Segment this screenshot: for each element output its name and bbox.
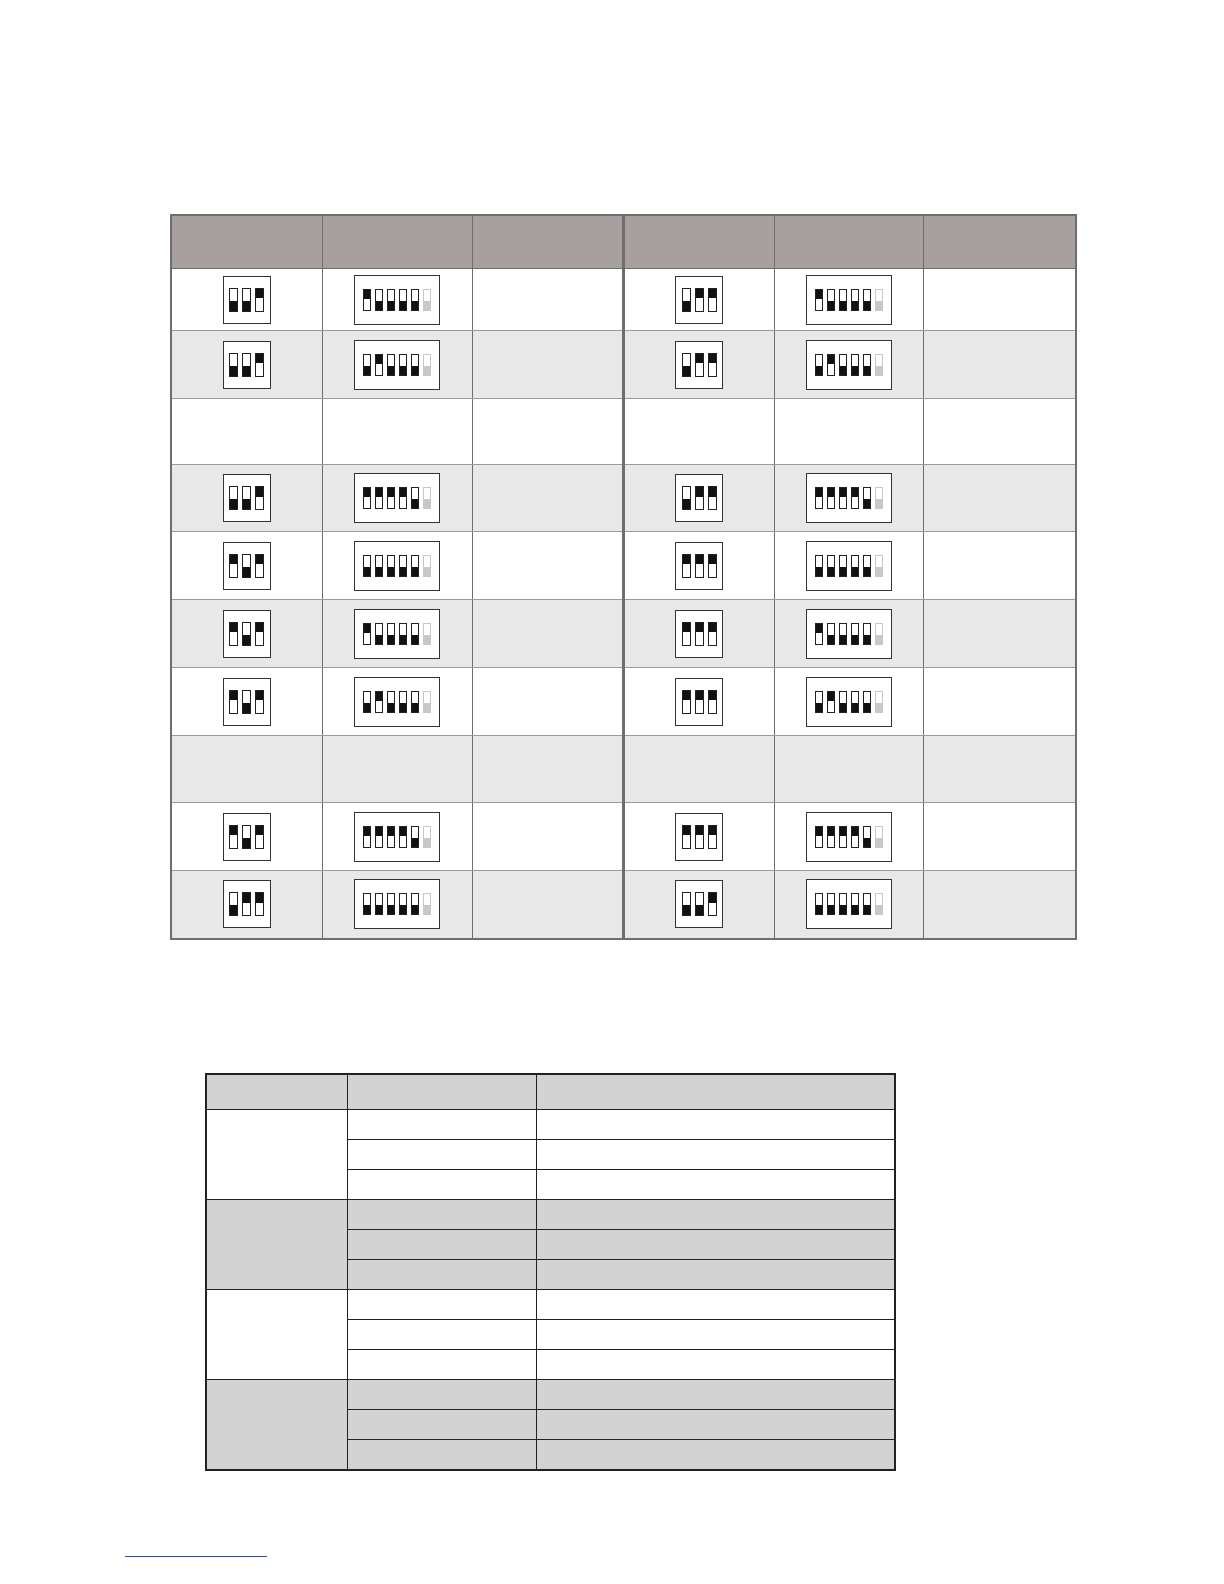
- switch-lever: [255, 554, 264, 578]
- switch-lever: [815, 555, 823, 577]
- table-cell: [774, 269, 923, 331]
- group-cell: [206, 1200, 347, 1290]
- table-cell: [923, 803, 1076, 871]
- settings-table-header: [206, 1074, 895, 1110]
- dip-switch-6pos: [354, 879, 440, 929]
- switch-lever-disabled: [875, 691, 883, 713]
- switch-lever-disabled: [423, 555, 431, 577]
- switch-lever: [708, 622, 717, 646]
- dip-switch-6pos: [354, 541, 440, 591]
- switch-lever: [242, 288, 251, 312]
- table-cell: [536, 1440, 895, 1471]
- switch-lever: [839, 893, 847, 915]
- switch-lever: [695, 353, 704, 377]
- table-cell: [774, 803, 923, 871]
- switch-lever: [815, 289, 823, 311]
- table-row: [171, 600, 1076, 668]
- table-cell: [347, 1320, 536, 1350]
- table-row: [171, 668, 1076, 736]
- switch-lever-disabled: [423, 354, 431, 376]
- switch-lever: [708, 353, 717, 377]
- switch-lever: [363, 555, 371, 577]
- dip-switch-6pos: [354, 677, 440, 727]
- dip-switch-6pos: [806, 677, 892, 727]
- table-cell: [472, 465, 623, 532]
- table-row: [171, 269, 1076, 331]
- switch-lever-disabled: [875, 893, 883, 915]
- switch-lever: [363, 354, 371, 376]
- switch-lever: [815, 623, 823, 645]
- switch-lever: [242, 622, 251, 646]
- table-cell: [472, 803, 623, 871]
- switch-lever: [375, 826, 383, 848]
- switch-lever: [815, 826, 823, 848]
- table-cell: [774, 668, 923, 736]
- dip-switch-6pos: [354, 609, 440, 659]
- switch-lever: [708, 486, 717, 510]
- switch-lever-disabled: [875, 826, 883, 848]
- switch-lever: [255, 353, 264, 377]
- switch-lever: [851, 623, 859, 645]
- switch-lever: [863, 893, 871, 915]
- switch-lever: [242, 690, 251, 714]
- footer-link-underline[interactable]: [125, 1556, 267, 1557]
- dip-switch-6pos: [354, 340, 440, 390]
- switch-lever: [682, 288, 691, 312]
- dip-switch-6pos: [354, 275, 440, 325]
- switch-lever: [708, 554, 717, 578]
- switch-lever-disabled: [875, 555, 883, 577]
- table-cell: [171, 736, 322, 803]
- switch-lever: [399, 623, 407, 645]
- switch-lever-disabled: [423, 487, 431, 509]
- switch-lever: [363, 289, 371, 311]
- switch-lever: [229, 288, 238, 312]
- table-cell: [774, 532, 923, 600]
- switch-lever: [863, 354, 871, 376]
- switch-lever-disabled: [423, 893, 431, 915]
- switch-lever: [827, 826, 835, 848]
- switch-lever: [255, 690, 264, 714]
- switch-lever: [255, 892, 264, 916]
- switch-lever: [375, 623, 383, 645]
- switch-lever: [827, 691, 835, 713]
- switch-lever: [851, 826, 859, 848]
- table-cell: [536, 1140, 895, 1170]
- switch-lever: [851, 354, 859, 376]
- dip-switch-6pos: [806, 812, 892, 862]
- dip-switch-3pos: [223, 341, 271, 389]
- table-cell: [472, 736, 623, 803]
- table-cell: [923, 668, 1076, 736]
- switch-lever: [695, 288, 704, 312]
- switch-lever: [363, 893, 371, 915]
- table-cell: [171, 871, 322, 939]
- table-cell: [774, 600, 923, 668]
- switch-lever: [363, 826, 371, 848]
- switch-lever: [399, 289, 407, 311]
- switch-lever: [708, 690, 717, 714]
- switch-lever: [229, 892, 238, 916]
- switch-lever: [863, 691, 871, 713]
- switch-lever: [387, 623, 395, 645]
- table-cell: [472, 871, 623, 939]
- dip-switch-6pos: [806, 473, 892, 523]
- switch-lever: [708, 825, 717, 849]
- switch-lever: [229, 486, 238, 510]
- table-row: [171, 736, 1076, 803]
- switch-lever: [839, 354, 847, 376]
- table-cell: [536, 1410, 895, 1440]
- table-cell: [623, 803, 774, 871]
- switch-lever: [387, 893, 395, 915]
- table-cell: [322, 668, 472, 736]
- table-cell: [347, 1350, 536, 1380]
- switch-lever: [682, 825, 691, 849]
- table-cell: [472, 668, 623, 736]
- switch-lever: [411, 487, 419, 509]
- switch-lever: [399, 555, 407, 577]
- switch-lever: [399, 826, 407, 848]
- switch-lever: [411, 623, 419, 645]
- switch-lever: [229, 690, 238, 714]
- switch-lever: [411, 691, 419, 713]
- switch-lever: [682, 690, 691, 714]
- switch-lever: [363, 691, 371, 713]
- switch-lever: [839, 487, 847, 509]
- switch-lever: [863, 487, 871, 509]
- table-row: [206, 1290, 895, 1320]
- switch-lever: [411, 289, 419, 311]
- table-cell: [774, 399, 923, 465]
- switch-lever: [863, 289, 871, 311]
- group-cell: [206, 1110, 347, 1200]
- table-cell: [472, 532, 623, 600]
- table-cell: [171, 600, 322, 668]
- switch-lever: [399, 893, 407, 915]
- dip-switch-6pos: [806, 340, 892, 390]
- switch-lever: [242, 825, 251, 849]
- switch-lever: [863, 555, 871, 577]
- table-cell: [347, 1440, 536, 1471]
- switch-lever: [255, 622, 264, 646]
- table-cell: [347, 1260, 536, 1290]
- table-row: [206, 1380, 895, 1410]
- header-cell: [536, 1074, 895, 1110]
- table-cell: [623, 532, 774, 600]
- dip-switch-3pos: [223, 610, 271, 658]
- dip-switch-3pos: [223, 276, 271, 324]
- switch-lever: [387, 487, 395, 509]
- table-cell: [536, 1170, 895, 1200]
- dip-switch-3pos: [223, 474, 271, 522]
- switch-lever: [695, 622, 704, 646]
- table-cell: [536, 1290, 895, 1320]
- switch-lever: [242, 892, 251, 916]
- switch-lever: [695, 690, 704, 714]
- dip-switch-3pos: [675, 610, 723, 658]
- switch-lever: [229, 554, 238, 578]
- switch-lever: [839, 691, 847, 713]
- switch-lever: [255, 486, 264, 510]
- table-row: [171, 331, 1076, 399]
- dip-switch-3pos: [675, 813, 723, 861]
- switch-lever-disabled: [875, 487, 883, 509]
- switch-lever-disabled: [875, 623, 883, 645]
- switch-lever: [695, 892, 704, 916]
- table-cell: [347, 1380, 536, 1410]
- table-cell: [347, 1110, 536, 1140]
- table-cell: [322, 532, 472, 600]
- switch-lever: [695, 554, 704, 578]
- table-row: [171, 871, 1076, 939]
- table-cell: [347, 1230, 536, 1260]
- switch-lever: [411, 354, 419, 376]
- switch-lever: [682, 353, 691, 377]
- header-cell: [923, 215, 1076, 269]
- table-cell: [322, 600, 472, 668]
- switch-lever: [851, 289, 859, 311]
- dip-switch-table: [170, 214, 1077, 940]
- table-cell: [536, 1380, 895, 1410]
- table-cell: [322, 465, 472, 532]
- dip-switch-6pos: [806, 275, 892, 325]
- switch-lever: [682, 892, 691, 916]
- switch-lever-disabled: [423, 691, 431, 713]
- table-cell: [536, 1260, 895, 1290]
- switch-lever: [708, 892, 717, 916]
- table-cell: [347, 1140, 536, 1170]
- table-row: [171, 465, 1076, 532]
- dip-switch-6pos: [806, 879, 892, 929]
- header-cell: [206, 1074, 347, 1110]
- table-cell: [472, 269, 623, 331]
- table-cell: [923, 465, 1076, 532]
- table-cell: [774, 331, 923, 399]
- table-cell: [322, 269, 472, 331]
- switch-lever: [695, 825, 704, 849]
- group-cell: [206, 1290, 347, 1380]
- switch-lever: [375, 555, 383, 577]
- table-cell: [774, 465, 923, 532]
- table-cell: [171, 465, 322, 532]
- switch-lever-disabled: [875, 354, 883, 376]
- switch-lever: [255, 825, 264, 849]
- dip-switch-6pos: [806, 609, 892, 659]
- switch-lever: [375, 487, 383, 509]
- switch-lever: [827, 555, 835, 577]
- switch-lever: [815, 893, 823, 915]
- switch-lever: [695, 486, 704, 510]
- table-cell: [171, 269, 322, 331]
- table-cell: [623, 736, 774, 803]
- table-cell: [923, 871, 1076, 939]
- switch-lever: [839, 826, 847, 848]
- table-cell: [347, 1170, 536, 1200]
- table-cell: [472, 600, 623, 668]
- table-cell: [347, 1290, 536, 1320]
- switch-lever: [827, 487, 835, 509]
- table-cell: [171, 331, 322, 399]
- switch-lever-disabled: [423, 289, 431, 311]
- switch-lever: [387, 826, 395, 848]
- table-row: [171, 532, 1076, 600]
- switch-lever: [815, 354, 823, 376]
- switch-lever-disabled: [423, 623, 431, 645]
- switch-lever: [229, 353, 238, 377]
- dip-switch-3pos: [223, 678, 271, 726]
- table-cell: [472, 399, 623, 465]
- switch-lever: [399, 487, 407, 509]
- table-cell: [774, 871, 923, 939]
- table-cell: [923, 532, 1076, 600]
- switch-lever: [827, 623, 835, 645]
- table-cell: [923, 331, 1076, 399]
- table-cell: [623, 600, 774, 668]
- header-cell: [623, 215, 774, 269]
- switch-lever: [411, 555, 419, 577]
- table-cell: [536, 1110, 895, 1140]
- header-cell: [774, 215, 923, 269]
- table-cell: [623, 331, 774, 399]
- switch-lever: [229, 825, 238, 849]
- table-cell: [623, 399, 774, 465]
- switch-lever: [827, 354, 835, 376]
- settings-table: [205, 1073, 896, 1471]
- table-cell: [536, 1200, 895, 1230]
- switch-lever: [399, 691, 407, 713]
- table-cell: [623, 668, 774, 736]
- switch-lever-disabled: [875, 289, 883, 311]
- table-row: [206, 1200, 895, 1230]
- dip-switch-3pos: [223, 880, 271, 928]
- table-cell: [171, 803, 322, 871]
- switch-lever: [375, 691, 383, 713]
- table-cell: [774, 736, 923, 803]
- dip-switch-6pos: [354, 473, 440, 523]
- table-cell: [536, 1350, 895, 1380]
- switch-lever: [411, 893, 419, 915]
- dip-switch-3pos: [675, 678, 723, 726]
- table-cell: [322, 331, 472, 399]
- dip-switch-3pos: [675, 474, 723, 522]
- switch-lever: [827, 893, 835, 915]
- table-row: [171, 803, 1076, 871]
- switch-lever: [815, 487, 823, 509]
- switch-lever: [411, 826, 419, 848]
- switch-lever: [387, 289, 395, 311]
- switch-lever: [363, 487, 371, 509]
- switch-lever: [839, 289, 847, 311]
- switch-lever: [242, 486, 251, 510]
- table-cell: [536, 1320, 895, 1350]
- switch-lever: [851, 487, 859, 509]
- table-cell: [623, 465, 774, 532]
- header-cell: [322, 215, 472, 269]
- switch-lever: [375, 893, 383, 915]
- table-cell: [322, 803, 472, 871]
- switch-lever: [839, 623, 847, 645]
- switch-lever: [399, 354, 407, 376]
- switch-lever: [682, 622, 691, 646]
- table-cell: [923, 600, 1076, 668]
- table-cell: [472, 331, 623, 399]
- switch-lever: [863, 623, 871, 645]
- switch-lever: [242, 353, 251, 377]
- switch-lever: [387, 354, 395, 376]
- dip-switch-6pos: [354, 812, 440, 862]
- table-cell: [171, 668, 322, 736]
- switch-lever: [827, 289, 835, 311]
- header-cell: [472, 215, 623, 269]
- table-cell: [923, 399, 1076, 465]
- switch-lever: [815, 691, 823, 713]
- table-cell: [923, 269, 1076, 331]
- switch-lever: [375, 289, 383, 311]
- dip-switch-3pos: [675, 880, 723, 928]
- table-row: [206, 1110, 895, 1140]
- switch-lever: [242, 554, 251, 578]
- dip-switch-3pos: [675, 341, 723, 389]
- switch-lever: [375, 354, 383, 376]
- table-cell: [536, 1230, 895, 1260]
- switch-lever: [387, 555, 395, 577]
- switch-lever: [839, 555, 847, 577]
- dip-switch-3pos: [675, 542, 723, 590]
- switch-lever: [708, 288, 717, 312]
- table-cell: [322, 871, 472, 939]
- table-cell: [347, 1200, 536, 1230]
- table-cell: [171, 532, 322, 600]
- group-cell: [206, 1380, 347, 1471]
- dip-table-header: [171, 215, 1076, 269]
- table-cell: [347, 1410, 536, 1440]
- dip-switch-3pos: [223, 813, 271, 861]
- switch-lever: [682, 486, 691, 510]
- switch-lever: [851, 691, 859, 713]
- table-cell: [322, 399, 472, 465]
- switch-lever: [851, 893, 859, 915]
- dip-switch-3pos: [223, 542, 271, 590]
- table-cell: [322, 736, 472, 803]
- table-cell: [171, 399, 322, 465]
- table-cell: [623, 269, 774, 331]
- header-cell: [171, 215, 322, 269]
- switch-lever: [363, 623, 371, 645]
- switch-lever: [682, 554, 691, 578]
- header-cell: [347, 1074, 536, 1110]
- dip-switch-6pos: [806, 541, 892, 591]
- switch-lever: [863, 826, 871, 848]
- switch-lever: [229, 622, 238, 646]
- switch-lever: [255, 288, 264, 312]
- table-cell: [623, 871, 774, 939]
- switch-lever: [851, 555, 859, 577]
- dip-switch-3pos: [675, 276, 723, 324]
- table-row: [171, 399, 1076, 465]
- table-cell: [923, 736, 1076, 803]
- switch-lever: [387, 691, 395, 713]
- switch-lever-disabled: [423, 826, 431, 848]
